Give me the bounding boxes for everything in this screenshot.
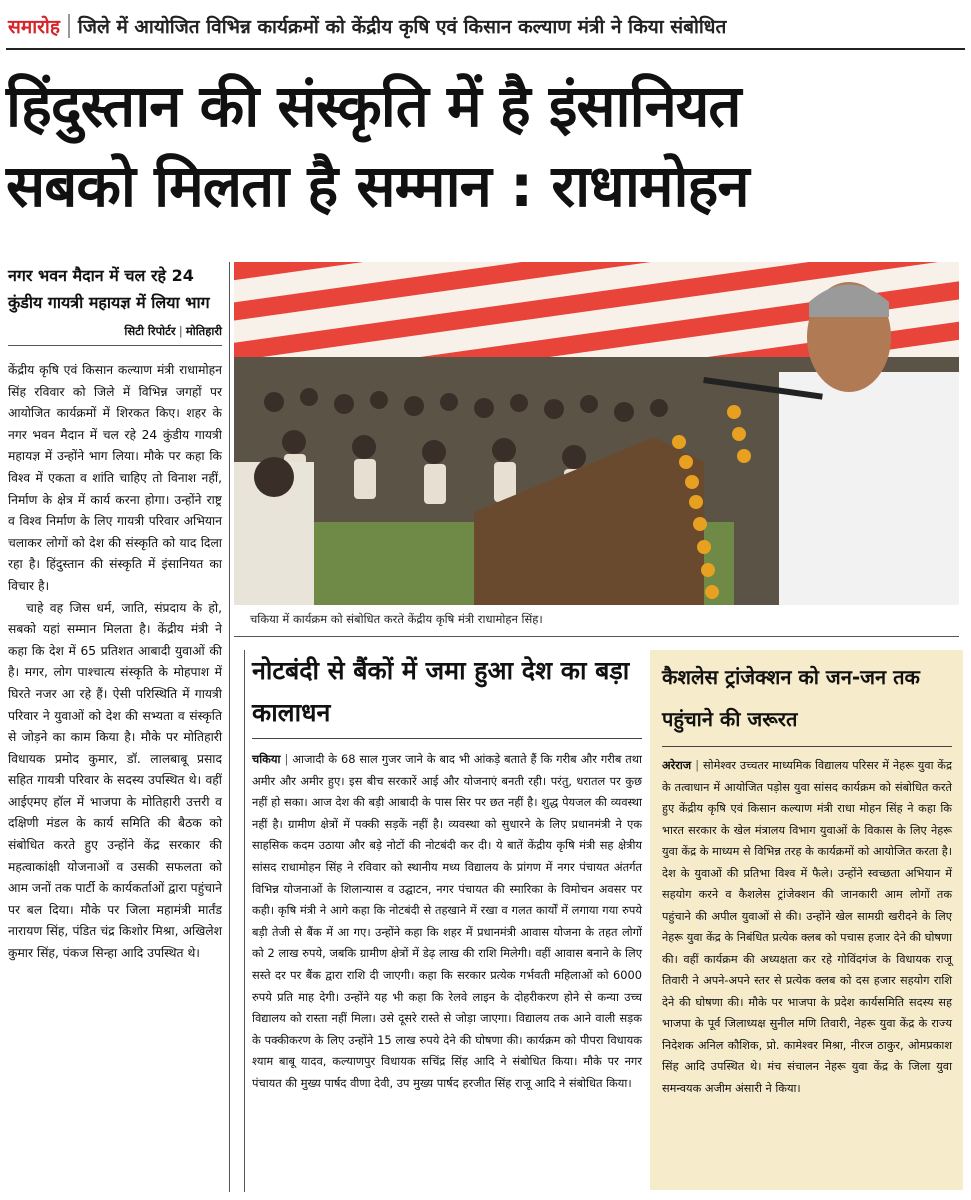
middle-rule [252,738,642,739]
event-photo [234,262,959,605]
headline-line-1: हिंदुस्तान की संस्कृति में है इंसानियत [6,72,741,140]
caption-rule [234,636,959,637]
middle-article [252,650,642,1095]
section-tag: समारोह [8,16,60,38]
column-divider-left [229,262,230,1192]
headline-line-2: सबको मिलता है सम्मान : राधामोहन [6,152,749,220]
left-column [8,262,222,965]
left-paragraph: केंद्रीय कृषि एवं किसान कल्याण मंत्री राधामोहन सिंह रविवार को जिले में विभिन्न जगहों पर आयोजित कार्यक्रमों में शिरकत किए। शहर के नगर भवन मैदान में चल रहे 24 कुंडीय गायत्री महायज्ञ में उन्होंने भाग लिया। मौके पर कहा कि विश्व में एकता व शांति चाहिए तो विनाश नहीं, निर्माण के क्षेत्र में कार्य करना होगा। उन्होंने राष्ट्र व विश्व निर्माण के लिए गायत्री परिवार अभियान चलाकर लोगों को देश की संस्कृति को याद दिला रहा है। हिंदुस्तान की संस्कृति में इंसानियत का विचार है। [8,363,222,593]
middle-body [252,749,642,1095]
dateline-divider: | [284,752,289,766]
headline [6,66,966,226]
dateline-divider: | [695,759,699,772]
deck: नगर भवन मैदान में चल रहे 24 कुंडीय गायत्री महायज्ञ में लिया भाग [8,266,210,312]
top-rule [6,48,965,50]
byline-divider: | [178,324,183,338]
speaker-kurta [779,372,959,605]
sidebar-body [662,755,952,1099]
middle-headline: नोटबंदी से बैंकों में जमा हुआ देश का बड़ा कालाधन [252,656,630,727]
sidebar-box [650,650,963,1190]
kicker-subhead: जिले में आयोजित विभिन्न कार्यक्रमों को केंद्रीय कृषि एवं किसान कल्याण मंत्री ने किया संबोधित [77,16,727,38]
left-paragraph: चाहे वह जिस धर्म, जाति, संप्रदाय के हो, सबको यहां सम्मान मिलता है। केंद्रीय मंत्री ने कहा कि देश में 65 प्रतिशत आबादी युवाओं की है। मगर, लोग पाश्चात्य संस्कृति के मोहपाश में घिरते नजर आ रहे हैं। ऐसी परिस्थिति में गायत्री परिवार ने युवाओं को देश की सभ्यता व संस्कृति से जोड़ने का काम किया है। मौके पर मोतिहारी विधायक प्रमोद कुमार, डॉ. लालबाबू प्रसाद सहित गायत्री परिवार के सदस्य उपस्थित थे। वहीं आईएमए हॉल में भाजपा के मोतिहारी उत्तरी व दक्षिणी मंडल के कार्य समिति की बैठक को संबोधित करते हुए उन्होंने केंद्र सरकार की महत्वाकांक्षी योजनाओं व उसकी सफलता को आम जनों तक पार्टी के कार्यकर्ताओं द्वारा पहुंचाने पर बल दिया। मौके पर जिला महामंत्री मार्तंड नारायण सिंह, पंडित चंद्र किशोर मिश्रा, अखिलेश कुमार सिंह, पंकज सिन्हा आदि उपस्थित थे। [8,600,222,961]
sidebar-dateline: अरेराज [662,759,692,772]
sidebar-headline: कैशलेस ट्रांजेक्शन को जन-जन तक पहुंचाने की जरूरत [662,656,952,747]
kicker [8,6,963,46]
byline-location: मोतिहारी [185,324,222,338]
photo-illustration [234,262,959,605]
kicker-divider [68,14,70,38]
byline-reporter: सिटी रिपोर्टर [124,324,176,338]
byline [8,324,222,346]
left-article-body [8,360,222,965]
middle-dateline: चकिया [252,752,281,766]
column-divider-mid [244,650,245,1192]
middle-text: आजादी के 68 साल गुजर जाने के बाद भी आंकड़े बताते हैं कि गरीब और गरीब तथा अमीर और अमीर हुए। इस बीच सरकारें आई और योजनाएं बनती रही। परंतु, धरातल पर कुछ नहीं हो सका। आज देश की बड़ी आबादी के पास सिर पर छत नहीं है। शुद्ध पेयजल की व्यवस्था नहीं है। ग्रामीण क्षेत्रों में पक्की सड़कें नहीं है। व्यवस्था को सुधारने के लिए प्रधानमंत्री ने एक साहसिक कदम उठाया और बड़े नोटों की नोटबंदी कर दी। ये बातें केंद्रीय कृषि मंत्री सह क्षेत्रीय सांसद राधामोहन सिंह ने रविवार को स्थानीय मध्य विद्यालय के प्रांगण में नगर पंचायत अंतर्गत विभिन्न योजनाओं के शिलान्यास व उद्घाटन, नगर पंचायत की स्मारिका के विमोचन अवसर पर कही। कृषि मंत्री ने आगे कहा कि नोटबंदी से तहखाने में रखा व गलत कार्यों में लगाया गया रुपये बड़ी तेजी से बैंक में आ गए। उन्होंने कहा कि शहर में प्रधानमंत्री आवास योजना के तहत लोगों को 2 लाख रुपये, जबकि ग्रामीण क्षेत्रों में डेढ़ लाख की राशि मिलेगी। वहीं आवास बनाने के लिए सस्ते दर पर बैंक द्वारा राशि दी जाएगी। कहा कि सरकार प्रत्येक गर्भवती महिलाओं को 6000 रुपये प्रति माह देगी। उन्होंने यह भी कहा कि रेलवे लाइन के दोहरीकरण होने से कन्या उच्च विद्यालय को रास्ता नहीं मिला। उसे दूसरे रास्ते से जोड़ा जाएगा। विद्यालय तक आने वाली सड़क के पक्कीकरण के लिए उन्होंने 15 लाख रुपये देने की घोषणा की। कार्यक्रम को पीपरा विधायक श्याम बाबू यादव, कल्याणपुर विधायक सचिंद्र सिंह आदि ने संबोधित किया। मौके पर नगर पंचायत की मुख्य पार्षद वीणा देवी, उप मुख्य पार्षद हरजीत सिंह राजू आदि ने संबोधित किया। [252,752,642,1090]
photo-caption: चकिया में कार्यक्रम को संबोधित करते केंद्रीय कृषि मंत्री राधामोहन सिंह। [250,612,543,626]
sidebar-text: सोमेश्वर उच्चतर माध्यमिक विद्यालय परिसर में नेहरू युवा केंद्र के तत्वाधान में आयोजित पड़ोस युवा सांसद कार्यक्रम को संबोधित करते हुए केंद्रीय कृषि एवं किसान कल्याण मंत्री राधा मोहन सिंह ने कहा कि भारत सरकार के खेल मंत्रालय विभाग युवाओं के विकास के लिए नेहरू युवा केंद्र के माध्यम से विभिन्न तरह के कार्यक्रमों को आयोजित करता है। देश के युवाओं की प्रतिभा विश्व में फैले। उन्होंने स्वच्छता अभियान में सहयोग करने व कैशलेस ट्रांजेक्शन की जानकारी आम लोगों तक पहुंचाने की अपील युवाओं से की। उन्होंने खेल सामग्री खरीदने के लिए नेहरू युवा केंद्र के निबंधित प्रत्येक क्लब को पचास हजार देने की घोषणा की। वहीं कार्यक्रम की अध्यक्षता कर रहे गोविंदगंज के विधायक राजू तिवारी ने अपने-अपने स्तर से प्रत्येक क्लब को दस हजार सहयोग राशि देने की घोषणा की। मौके पर भाजपा के प्रदेश कार्यसमिति सदस्य सह भाजपा के पूर्व जिलाध्यक्ष सुनील मणि तिवारी, नेहरू युवा केंद्र के राज्य निदेशक अनिल कौशिक, प्रो. कामेश्वर मिश्रा, नीरज ठाकुर, ओमप्रकाश सिंह आदि उपस्थित थे। मंच संचालन नेहरू युवा केंद्र के जिला युवा समन्वयक अजीम अंसारी ने किया। [662,759,952,1095]
